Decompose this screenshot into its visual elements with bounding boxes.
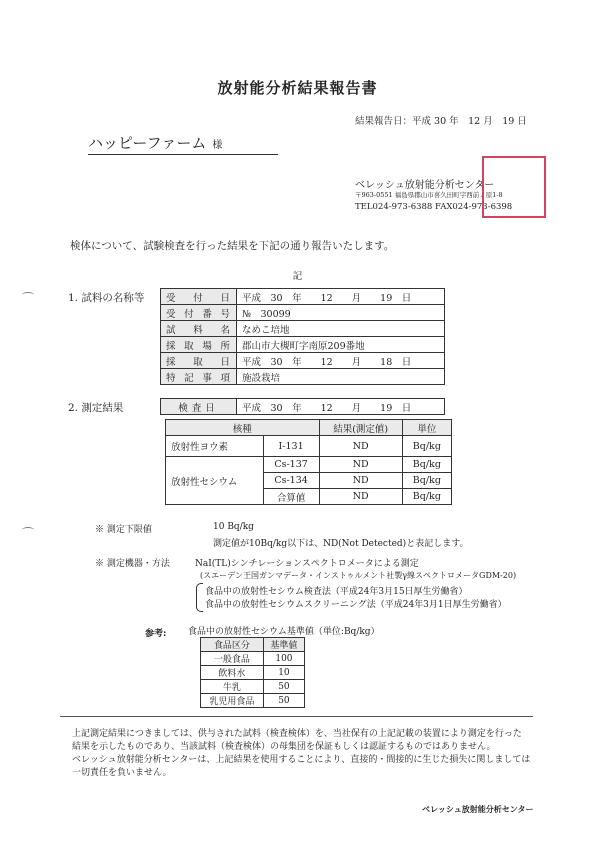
disclaimer-line: 結果を示したものであり、当該試料（検査検体）の母集団を保証もしくは認証するものではありません。 (72, 742, 496, 752)
table-row (161, 399, 445, 415)
test-date-value: 平成 30 年 12 月 19 日 (237, 399, 445, 415)
table-row (166, 457, 452, 473)
unit-cell: Bq/kg (402, 489, 451, 505)
reference-label: 参考: (145, 629, 167, 639)
table-header-row (166, 420, 452, 436)
unit-cell: Bq/kg (402, 457, 451, 473)
sample-key: 採取日 (161, 353, 237, 369)
margin-mark (22, 527, 34, 533)
sample-value: なめこ培地 (237, 321, 445, 337)
standard-cell: 50 (263, 694, 304, 708)
cesium-group: 放射性セシウム (166, 457, 264, 505)
category-cell: 乳児用食品 (201, 694, 264, 708)
sample-key: 試料名 (161, 321, 237, 337)
report-title: 放射能分析結果報告書 (217, 79, 378, 97)
table-row (201, 694, 305, 708)
result-cell: ND (319, 457, 402, 473)
header-standard: 基準値 (263, 638, 304, 652)
result-cell: ND (319, 473, 402, 489)
issuer-contact: TEL024-973-6388 FAX024-973-6398 (355, 202, 513, 212)
footer-issuer: ベレッシュ放射能分析センター (422, 804, 534, 814)
reference-caption: 食品中の放射性セシウム基準値（単位:Bq/kg） (188, 627, 380, 637)
recipient-name: ハッピーファーム (88, 134, 207, 152)
nuclide-cell: 合算値 (263, 489, 319, 505)
table-row (161, 353, 445, 369)
nuclide-cell: Cs-134 (263, 473, 319, 489)
sample-value: 平成 30 年 12 月 18 日 (237, 353, 445, 369)
sample-key: 受付日 (161, 289, 237, 305)
disclaimer-line: 上記測定結果につきましては、供与された試料（検査検体）を、当社保有の上記記載の装置により測定を行った (72, 729, 522, 739)
sample-value: 施設栽培 (237, 369, 445, 385)
table-row (161, 289, 445, 305)
table-row (161, 321, 445, 337)
unit-cell: Bq/kg (402, 473, 451, 489)
intro-text: 検体について、試験検査を行った結果を下記の通り報告いたします。 (70, 240, 395, 252)
test-date-key: 検査日 (161, 399, 237, 415)
sample-value: 郡山市大槻町字南原209番地 (237, 337, 445, 353)
header-result: 結果(測定値) (319, 420, 402, 436)
table-row (161, 369, 445, 385)
category-cell: 一般食品 (201, 652, 264, 666)
method-line: 食品中の放射性セシウム検査法（平成24年3月15日厚生労働省） (205, 587, 468, 597)
table-row (166, 436, 452, 457)
category-cell: 飲料水 (201, 666, 264, 680)
sample-info-table (160, 288, 445, 385)
detection-limit-value: 10 Bq/kg (213, 522, 254, 532)
unit-cell: Bq/kg (402, 436, 451, 457)
method-line: (スエーデン王国ガンマデータ・インストゥルメント社製γ線スペクトロメータGDM-20) (200, 571, 517, 580)
company-seal-stamp (482, 156, 546, 218)
nuclide-cell: I-131 (263, 436, 319, 457)
detection-limit-label: ※ 測定下限値 (95, 525, 152, 535)
sample-key: 採取場所 (161, 337, 237, 353)
header-unit: 単位 (402, 420, 451, 436)
iodine-group: 放射性ヨウ素 (166, 436, 264, 457)
table-header-row (201, 638, 305, 652)
disclaimer-line: ベレッシュ放射能分析センターは、上記結果を使用することにより、直接的・間接的に生じた損失に関しましては (72, 755, 531, 765)
recipient-block (88, 132, 278, 155)
section1-label: 1. 試料の名称等 (68, 292, 145, 304)
header-nuclide: 核種 (166, 420, 320, 436)
issuer-name: ベレッシュ放射能分析センター (355, 180, 495, 191)
sample-value: 平成 30 年 12 月 19 日 (237, 289, 445, 305)
report-date: 結果報告日：平成 30 年 12 月 19 日 (355, 116, 527, 127)
detection-limit-note: 測定値が10Bq/kg以下は、ND(Not Detected)と表記します。 (213, 539, 469, 549)
reference-standards-table (200, 637, 305, 708)
test-date-table (160, 398, 445, 415)
table-row (161, 337, 445, 353)
method-label: ※ 測定機器・方法 (95, 559, 170, 569)
method-line: 食品中の放射性セシウムスクリーニング法（平成24年3月1日厚生労働省） (205, 600, 507, 610)
results-table (165, 419, 452, 505)
ki-heading: 記 (292, 271, 303, 282)
standard-cell: 50 (263, 680, 304, 694)
result-cell: ND (319, 489, 402, 505)
table-row (201, 680, 305, 694)
bracket-mark (196, 583, 203, 612)
standard-cell: 100 (263, 652, 304, 666)
result-cell: ND (319, 436, 402, 457)
disclaimer (72, 728, 542, 780)
issuer-address: 〒963-0551 福島県郡山市喜久田町字西前ノ原1-8 (355, 191, 503, 199)
table-row (201, 652, 305, 666)
divider (60, 716, 533, 717)
margin-mark (22, 292, 34, 298)
recipient-honorific: 様 (212, 140, 223, 151)
nuclide-cell: Cs-137 (263, 457, 319, 473)
disclaimer-line: 一切責任を負いません。 (72, 768, 172, 778)
category-cell: 牛乳 (201, 680, 264, 694)
section2-label: 2. 測定結果 (68, 402, 124, 414)
sample-value: № 30099 (237, 305, 445, 321)
table-row (161, 305, 445, 321)
header-category: 食品区分 (201, 638, 264, 652)
table-row (201, 666, 305, 680)
standard-cell: 10 (263, 666, 304, 680)
sample-key: 特記事項 (161, 369, 237, 385)
method-line: NaI(TL)シンチレーションスペクトロメータによる測定 (195, 559, 419, 569)
sample-key: 受付番号 (161, 305, 237, 321)
